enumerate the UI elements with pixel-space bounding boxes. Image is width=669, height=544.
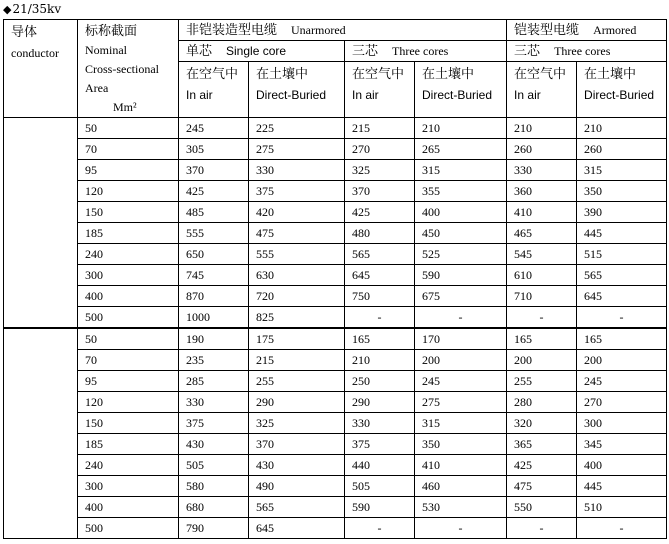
armored-buried-cell: 400	[577, 455, 667, 476]
armored-air-cell: 360	[507, 181, 577, 202]
area-cell: 50	[78, 328, 179, 350]
table-row	[4, 392, 667, 413]
area-cell: 185	[78, 223, 179, 244]
single-air-cell: 245	[179, 118, 249, 139]
table-title: ◆21/35kv	[3, 2, 62, 16]
table-row	[4, 371, 667, 392]
three-buried-cell: 315	[415, 160, 507, 181]
three-buried-cell: 210	[415, 118, 507, 139]
armored-buried-cell: 300	[577, 413, 667, 434]
armored-air-cell: 255	[507, 371, 577, 392]
three-buried-cell: 450	[415, 223, 507, 244]
area-cell: 500	[78, 307, 179, 329]
area-cell: 120	[78, 392, 179, 413]
conductor-cell	[4, 118, 78, 329]
table-row	[4, 202, 667, 223]
single-air-cell: 285	[179, 371, 249, 392]
armored-air-cell: 280	[507, 392, 577, 413]
table-row	[4, 223, 667, 244]
area-cell: 240	[78, 455, 179, 476]
three-air-cell: 480	[345, 223, 415, 244]
table-row	[4, 160, 667, 181]
three-buried-cell: 315	[415, 413, 507, 434]
three-buried-cell: 200	[415, 350, 507, 371]
table-row	[4, 118, 667, 139]
armored-buried-cell: 515	[577, 244, 667, 265]
three-air-cell: 590	[345, 497, 415, 518]
in-air-header: 在空气中 In air	[179, 62, 249, 118]
armored-air-cell: -	[507, 307, 577, 329]
single-air-cell: 505	[179, 455, 249, 476]
area-cell: 70	[78, 139, 179, 160]
single-air-cell: 485	[179, 202, 249, 223]
armored-air-cell: 330	[507, 160, 577, 181]
area-cell: 150	[78, 202, 179, 223]
armored-air-cell: 710	[507, 286, 577, 307]
armored-buried-cell: 270	[577, 392, 667, 413]
conductor-header: 导体 conductor	[4, 20, 78, 118]
single-buried-cell: 330	[249, 160, 345, 181]
table-row	[4, 476, 667, 497]
armored-buried-cell: 350	[577, 181, 667, 202]
table-row	[4, 350, 667, 371]
single-buried-cell: 375	[249, 181, 345, 202]
area-cell: 50	[78, 118, 179, 139]
single-buried-cell: 555	[249, 244, 345, 265]
three-buried-cell: 350	[415, 434, 507, 455]
area-cell: 120	[78, 181, 179, 202]
three-buried-cell: 400	[415, 202, 507, 223]
armored-air-cell: -	[507, 518, 577, 539]
armored-buried-cell: 200	[577, 350, 667, 371]
armored-buried-cell: 315	[577, 160, 667, 181]
area-cell: 95	[78, 371, 179, 392]
single-air-cell: 190	[179, 328, 249, 350]
unarmored-group-header: 非铠装造型电缆 Unarmored	[179, 20, 507, 41]
three-air-cell: 505	[345, 476, 415, 497]
table-row	[4, 244, 667, 265]
table-row	[4, 139, 667, 160]
armored-buried-cell: 260	[577, 139, 667, 160]
three-air-cell: 425	[345, 202, 415, 223]
three-buried-cell: 275	[415, 392, 507, 413]
single-buried-cell: 630	[249, 265, 345, 286]
single-air-cell: 650	[179, 244, 249, 265]
single-buried-cell: 370	[249, 434, 345, 455]
area-cell: 300	[78, 265, 179, 286]
table-row	[4, 413, 667, 434]
single-buried-cell: 430	[249, 455, 345, 476]
single-buried-cell: 225	[249, 118, 345, 139]
table-row	[4, 307, 667, 329]
table-row	[4, 518, 667, 539]
armored-air-cell: 610	[507, 265, 577, 286]
single-buried-cell: 325	[249, 413, 345, 434]
single-buried-cell: 475	[249, 223, 345, 244]
armored-air-cell: 550	[507, 497, 577, 518]
table-row	[4, 328, 667, 350]
armored-buried-cell: -	[577, 518, 667, 539]
armored-buried-cell: 345	[577, 434, 667, 455]
three-core-header-unarmored: 三芯 Three cores	[345, 41, 507, 62]
table-row	[4, 455, 667, 476]
three-air-cell: 325	[345, 160, 415, 181]
armored-buried-cell: -	[577, 307, 667, 329]
three-buried-cell: 590	[415, 265, 507, 286]
armored-buried-cell: 645	[577, 286, 667, 307]
conductor-cell	[4, 328, 78, 539]
single-buried-cell: 275	[249, 139, 345, 160]
area-cell: 70	[78, 350, 179, 371]
armored-air-cell: 365	[507, 434, 577, 455]
three-air-cell: 210	[345, 350, 415, 371]
table-row	[4, 286, 667, 307]
single-air-cell: 870	[179, 286, 249, 307]
three-buried-cell: 525	[415, 244, 507, 265]
table-row	[4, 497, 667, 518]
armored-air-cell: 475	[507, 476, 577, 497]
single-air-cell: 555	[179, 223, 249, 244]
single-air-cell: 745	[179, 265, 249, 286]
single-air-cell: 1000	[179, 307, 249, 329]
armored-air-cell: 200	[507, 350, 577, 371]
three-air-cell: 440	[345, 455, 415, 476]
area-cell: 400	[78, 286, 179, 307]
three-air-cell: 565	[345, 244, 415, 265]
single-buried-cell: 645	[249, 518, 345, 539]
three-air-cell: 290	[345, 392, 415, 413]
three-buried-cell: 355	[415, 181, 507, 202]
armored-buried-cell: 445	[577, 476, 667, 497]
armored-buried-cell: 245	[577, 371, 667, 392]
three-buried-cell: 530	[415, 497, 507, 518]
area-cell: 400	[78, 497, 179, 518]
single-air-cell: 235	[179, 350, 249, 371]
three-buried-cell: 265	[415, 139, 507, 160]
three-air-cell: -	[345, 518, 415, 539]
area-cell: 95	[78, 160, 179, 181]
armored-air-cell: 260	[507, 139, 577, 160]
armored-buried-cell: 565	[577, 265, 667, 286]
in-air-header: 在空气中 In air	[345, 62, 415, 118]
area-cell: 300	[78, 476, 179, 497]
area-cell: 185	[78, 434, 179, 455]
in-air-header: 在空气中 In air	[507, 62, 577, 118]
three-buried-cell: 170	[415, 328, 507, 350]
nominal-area-header: 标称截面 Nominal Cross-sectional Area Mm²	[78, 20, 179, 118]
single-air-cell: 680	[179, 497, 249, 518]
single-buried-cell: 290	[249, 392, 345, 413]
single-buried-cell: 215	[249, 350, 345, 371]
table-row	[4, 434, 667, 455]
three-air-cell: -	[345, 307, 415, 329]
three-air-cell: 375	[345, 434, 415, 455]
armored-buried-cell: 510	[577, 497, 667, 518]
single-air-cell: 305	[179, 139, 249, 160]
table-row	[4, 181, 667, 202]
armored-air-cell: 165	[507, 328, 577, 350]
three-air-cell: 270	[345, 139, 415, 160]
three-air-cell: 215	[345, 118, 415, 139]
three-buried-cell: 410	[415, 455, 507, 476]
three-air-cell: 645	[345, 265, 415, 286]
single-air-cell: 370	[179, 160, 249, 181]
armored-group-header: 铠装型电缆 Armored	[507, 20, 667, 41]
armored-buried-cell: 210	[577, 118, 667, 139]
single-buried-cell: 720	[249, 286, 345, 307]
table-row	[4, 265, 667, 286]
armored-buried-cell: 390	[577, 202, 667, 223]
single-air-cell: 375	[179, 413, 249, 434]
three-buried-cell: -	[415, 518, 507, 539]
armored-air-cell: 465	[507, 223, 577, 244]
single-air-cell: 330	[179, 392, 249, 413]
single-air-cell: 580	[179, 476, 249, 497]
single-buried-cell: 490	[249, 476, 345, 497]
single-air-cell: 430	[179, 434, 249, 455]
single-buried-cell: 175	[249, 328, 345, 350]
area-cell: 240	[78, 244, 179, 265]
armored-air-cell: 545	[507, 244, 577, 265]
armored-air-cell: 425	[507, 455, 577, 476]
direct-buried-header: 在土壤中 Direct-Buried	[249, 62, 345, 118]
single-air-cell: 790	[179, 518, 249, 539]
three-buried-cell: -	[415, 307, 507, 329]
armored-buried-cell: 445	[577, 223, 667, 244]
area-cell: 500	[78, 518, 179, 539]
single-buried-cell: 255	[249, 371, 345, 392]
three-core-header-armored: 三芯 Three cores	[507, 41, 667, 62]
area-cell: 150	[78, 413, 179, 434]
three-air-cell: 250	[345, 371, 415, 392]
armored-buried-cell: 165	[577, 328, 667, 350]
armored-air-cell: 410	[507, 202, 577, 223]
single-air-cell: 425	[179, 181, 249, 202]
single-buried-cell: 565	[249, 497, 345, 518]
armored-air-cell: 320	[507, 413, 577, 434]
three-air-cell: 330	[345, 413, 415, 434]
single-core-header: 单芯 Single core	[179, 41, 345, 62]
cable-rating-table	[3, 19, 667, 539]
three-buried-cell: 675	[415, 286, 507, 307]
armored-air-cell: 210	[507, 118, 577, 139]
single-buried-cell: 420	[249, 202, 345, 223]
diamond-icon: ◆	[3, 3, 12, 16]
direct-buried-header: 在土壤中 Direct-Buried	[415, 62, 507, 118]
three-air-cell: 750	[345, 286, 415, 307]
single-buried-cell: 825	[249, 307, 345, 329]
direct-buried-header: 在土壤中 Direct-Buried	[577, 62, 667, 118]
three-buried-cell: 460	[415, 476, 507, 497]
three-air-cell: 370	[345, 181, 415, 202]
three-air-cell: 165	[345, 328, 415, 350]
three-buried-cell: 245	[415, 371, 507, 392]
